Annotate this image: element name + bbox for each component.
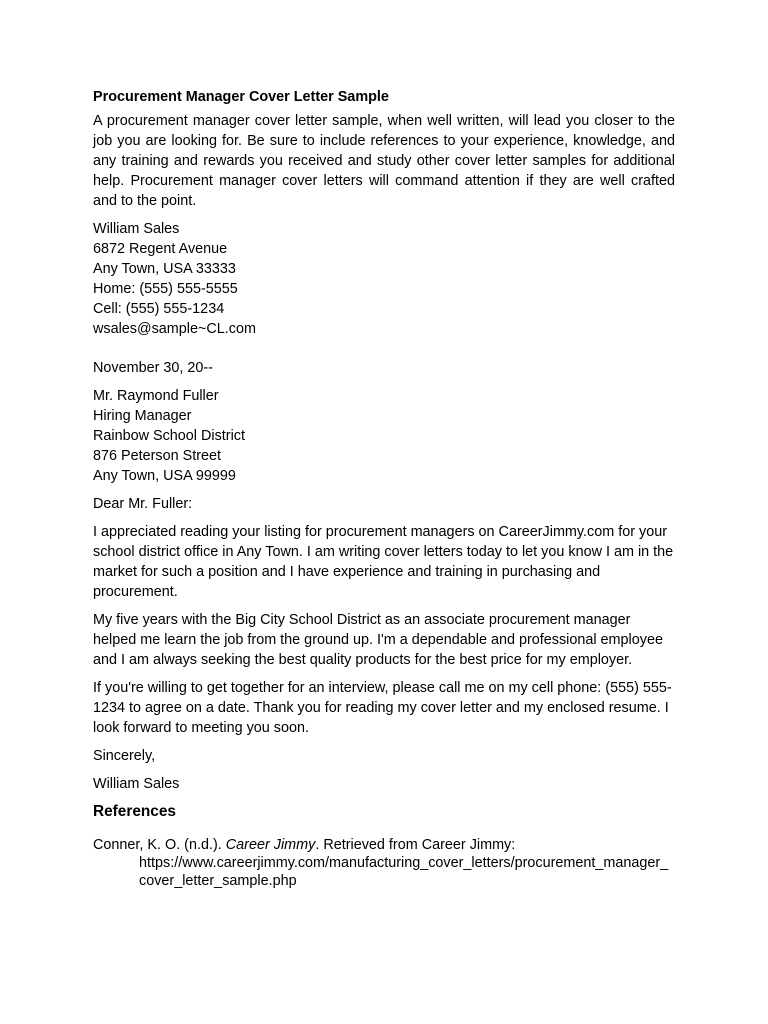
sender-email: wsales@sample~CL.com: [93, 321, 256, 337]
document-title: Procurement Manager Cover Letter Sample: [93, 89, 389, 105]
salutation: Dear Mr. Fuller:: [93, 496, 193, 512]
reference-entry: [93, 836, 675, 890]
sender-street: 6872 Regent Avenue: [93, 241, 228, 257]
sender-cell-phone: Cell: (555) 555-1234: [93, 301, 225, 317]
body-paragraph: If you're willing to get together for an interview, please call me on my cell phone: (555) 555-1234 to agree on a date. Thank you for reading my cover letter and my enclosed resume. I look forward to meeting you soon.: [93, 680, 672, 736]
references-heading: References: [93, 803, 176, 820]
sender-address-block: [93, 219, 675, 339]
reference-author: Conner, K. O. (n.d.).: [93, 837, 226, 853]
recipient-street: 876 Peterson Street: [93, 448, 221, 464]
recipient-organization: Rainbow School District: [93, 428, 245, 444]
recipient-name: Mr. Raymond Fuller: [93, 388, 219, 404]
sender-home-phone: Home: (555) 555-5555: [93, 281, 238, 297]
body-paragraph: My five years with the Big City School District as an associate procurement manager helped me learn the job from the ground up. I'm a dependable and professional employee and I am always seeking the best quality products for the best price for my employer.: [93, 612, 663, 668]
closing: Sincerely,: [93, 748, 156, 764]
recipient-title: Hiring Manager: [93, 408, 192, 424]
sender-city: Any Town, USA 33333: [93, 261, 236, 277]
recipient-city: Any Town, USA 99999: [93, 468, 236, 484]
signature-name: William Sales: [93, 776, 180, 792]
reference-retrieved: . Retrieved from Career Jimmy:: [315, 837, 516, 853]
letter-date: November 30, 20--: [93, 360, 213, 376]
document-page: [93, 88, 675, 890]
recipient-address-block: [93, 386, 675, 486]
sender-name: William Sales: [93, 221, 180, 237]
reference-url-link[interactable]: https://www.careerjimmy.com/manufacturing_cover_letters/procurement_manager_cover_letter_sample.php: [139, 855, 669, 889]
body-paragraph: I appreciated reading your listing for procurement managers on CareerJimmy.com for your school district office in Any Town. I am writing cover letters today to let you know I am in the market for such a position and I have experience and training in purchasing and procurement.: [93, 524, 674, 600]
reference-source: Career Jimmy: [225, 837, 316, 853]
intro-paragraph: A procurement manager cover letter sample, when well written, will lead you closer to the job you are looking for. Be sure to include references to your experience, knowledge, and any training and rewards you received and study other cover letter samples for additional help. Procurement manager cover letters will command attention if they are well crafted and to the point.: [93, 113, 675, 209]
